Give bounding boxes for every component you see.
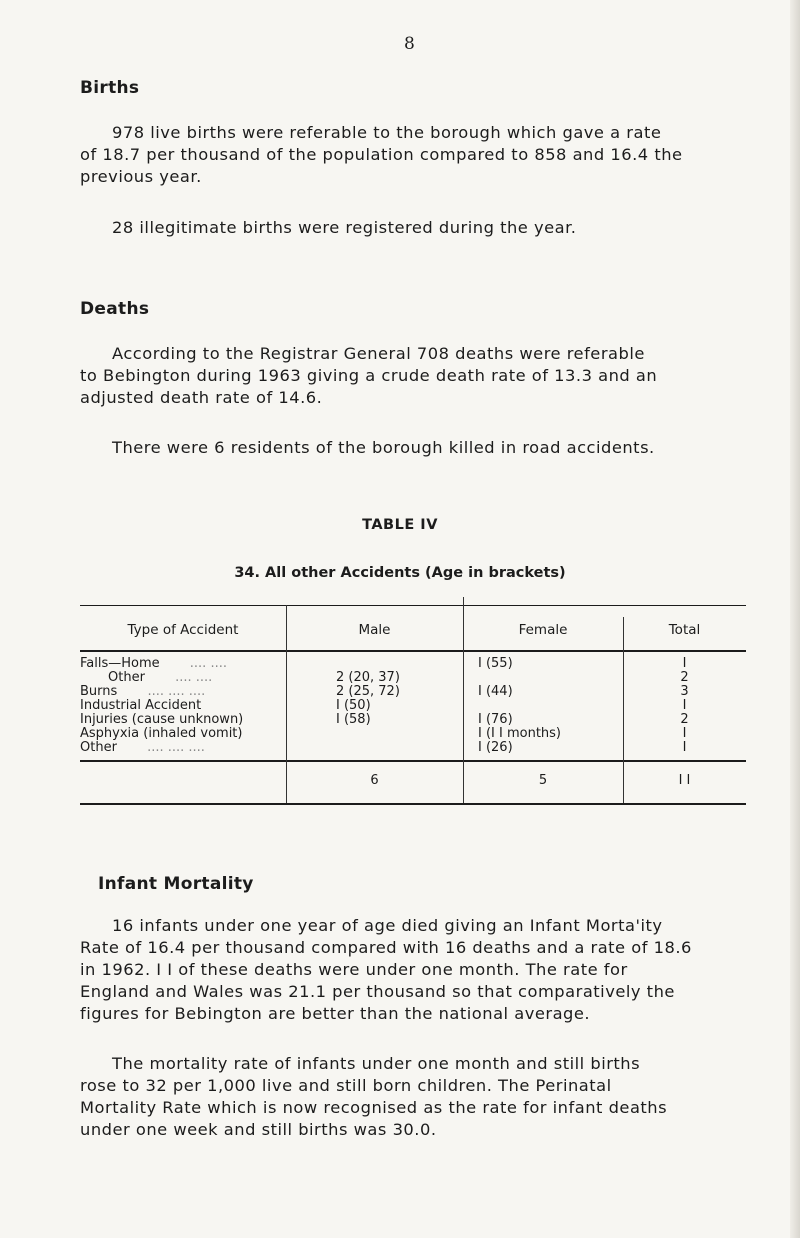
- male-cell: 2 (25, 72): [336, 684, 400, 699]
- deaths-paragraph-1: [80, 343, 760, 409]
- header-male: Male: [358, 622, 391, 638]
- male-cell: [336, 657, 400, 671]
- type-column: [80, 657, 243, 755]
- births-p1-line-3: previous year.: [80, 167, 202, 186]
- table-row-type: Injuries (cause unknown): [80, 712, 244, 727]
- births-p1-line-2: of 18.7 per thousand of the population compared to 858 and 16.4 the: [80, 145, 683, 164]
- table-row-type: Falls—Home .... ....: [80, 656, 227, 671]
- male-cell: [336, 727, 400, 741]
- female-cell: [478, 671, 561, 685]
- table-row-type: Other .... .... ....: [80, 740, 205, 755]
- male-cell: [336, 741, 400, 755]
- births-paragraph-1: [80, 122, 760, 188]
- total-cell: I: [682, 726, 687, 741]
- infant-p1-line-2: Rate of 16.4 per thousand compared with 16 deaths and a rate of 18.6: [80, 938, 692, 957]
- infant-p1-line-1: 16 infants under one year of age died giving an Infant Morta'ity: [112, 916, 663, 935]
- total-cell: 3: [680, 684, 689, 699]
- female-cell: I (44): [478, 684, 513, 699]
- infant-p1-line-3: in 1962. I I of these deaths were under one month. The rate for: [80, 960, 628, 979]
- infant-paragraph-2: [80, 1053, 770, 1141]
- births-heading: Births: [80, 78, 140, 98]
- male-column: [336, 657, 400, 755]
- infant-p2-line-4: under one week and still births was 30.0.: [80, 1120, 437, 1139]
- page-number: 8: [404, 34, 415, 54]
- female-total: 5: [538, 773, 548, 788]
- total-cell: I: [682, 740, 687, 755]
- male-cell: 2 (20, 37): [336, 670, 400, 685]
- header-type: Type of Accident: [127, 622, 239, 638]
- header-female: Female: [518, 622, 568, 638]
- table-top-rule: [80, 605, 746, 606]
- male-cell: I (58): [336, 712, 371, 727]
- header-total: Total: [668, 622, 701, 638]
- table-row-type: Industrial Accident: [80, 698, 202, 713]
- table-header-rule: [80, 650, 746, 652]
- male-cell: I (50): [336, 698, 371, 713]
- infant-p2-line-2: rose to 32 per 1,000 live and still born children. The Perinatal: [80, 1076, 612, 1095]
- table-subtitle: 34. All other Accidents (Age in brackets): [234, 565, 566, 581]
- table-title: TABLE IV: [362, 517, 438, 533]
- total-cell: I: [682, 698, 687, 713]
- total-cell: 2: [680, 670, 689, 685]
- births-p1-line-1: 978 live births were referable to the borough which gave a rate: [112, 123, 662, 142]
- deaths-p1-line-1: According to the Registrar General 708 deaths were referable: [112, 344, 645, 363]
- infant-p1-line-4: England and Wales was 21.1 per thousand so that comparatively the: [80, 982, 675, 1001]
- table-body-rule: [80, 760, 746, 762]
- female-cell: I (I I months): [478, 726, 562, 741]
- female-column: [478, 657, 561, 755]
- female-cell: I (26): [478, 740, 513, 755]
- infant-paragraph-1: [80, 915, 770, 1025]
- deaths-p1-line-3: adjusted death rate of 14.6.: [80, 388, 323, 407]
- male-total: 6: [370, 773, 379, 788]
- infant-p2-line-3: Mortality Rate which is now recognised as the rate for infant deaths: [80, 1098, 668, 1117]
- table-row-type: Asphyxia (inhaled vomit): [80, 726, 243, 741]
- table-row-type: Other .... ....: [108, 670, 213, 685]
- female-cell: I (76): [478, 712, 513, 727]
- births-paragraph-2: 28 illegitimate births were registered during the year.: [112, 218, 577, 237]
- female-cell: [478, 699, 561, 713]
- deaths-p1-line-2: to Bebington during 1963 giving a crude death rate of 13.3 and an: [80, 366, 658, 385]
- total-column: [623, 657, 746, 755]
- infant-p1-line-5: figures for Bebington are better than the national average.: [80, 1004, 591, 1023]
- grand-total: I I: [678, 773, 691, 788]
- deaths-heading: Deaths: [80, 299, 150, 319]
- female-cell: I (55): [478, 656, 513, 671]
- table-row-type: Burns .... .... ....: [80, 684, 206, 699]
- accidents-table: [80, 597, 746, 788]
- deaths-paragraph-2: There were 6 residents of the borough killed in road accidents.: [112, 438, 655, 457]
- total-cell: I: [682, 656, 687, 671]
- table-bottom-rule: [80, 803, 746, 805]
- page-edge-shadow: [790, 0, 800, 1238]
- infant-mortality-heading: Infant Mortality: [98, 874, 254, 894]
- infant-p2-line-1: The mortality rate of infants under one month and still births: [112, 1054, 641, 1073]
- total-cell: 2: [680, 712, 689, 727]
